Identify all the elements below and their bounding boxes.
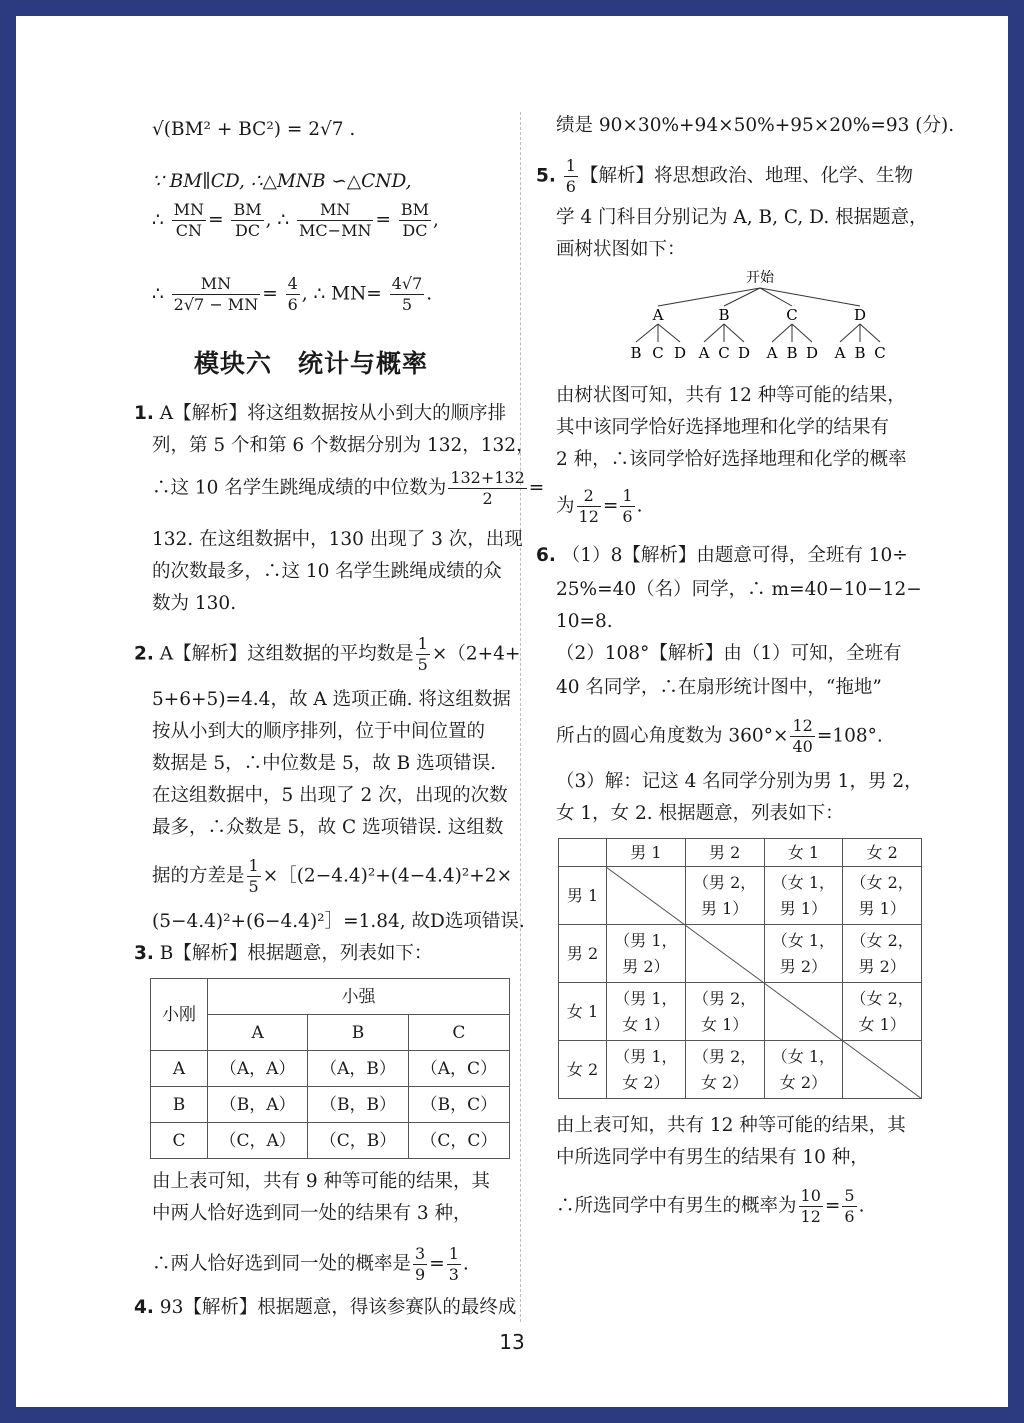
tree-node: C [786, 306, 798, 324]
tree-leaf: B [786, 344, 798, 362]
tree-leaf: A [698, 344, 710, 362]
table-cell: （男 1，女 2） [607, 1041, 686, 1099]
text-line: 最多，∴众数是 5，故 C 选项错误. 这组数 [152, 817, 504, 838]
row-header: A [151, 1051, 208, 1087]
table-cell: （A，C） [408, 1051, 509, 1087]
row-header: 男 2 [559, 925, 607, 983]
formula-line: ∴ $\frac{MN}{CN}$ = $\frac{BM}{DC}$ , ∴ $\frac{MN}{MC-MN}$ = $\frac{BM}{DC}$ , [152, 200, 439, 240]
tree-leaf: D [805, 344, 819, 362]
text-line: 40 名同学，∴在扇形统计图中，“拖地” [556, 677, 882, 698]
text-line: 列，第 5 个和第 6 个数据分别为 132，132， [152, 435, 535, 456]
text-line: 132. 在这组数据中，130 出现了 3 次，出现 [152, 529, 523, 550]
table-cell: （女 2，男 1） [843, 867, 922, 925]
tree-leaf: C [874, 344, 886, 362]
q3-table [150, 978, 510, 1159]
table-corner [559, 839, 607, 867]
row-header: 男 1 [559, 867, 607, 925]
tree-leaf: C [718, 344, 730, 362]
table-cell: （男 2，女 2） [685, 1041, 764, 1099]
table-col-header: A [208, 1015, 308, 1051]
text-line: 10=8. [556, 611, 613, 632]
table-cell: （女 1，男 1） [764, 867, 843, 925]
table-cell: （女 1，女 2） [764, 1041, 843, 1099]
formula-line: 所占的圆心角度数为 360°× $\frac{12}{40}$ =108°. [556, 716, 883, 756]
question-2: 2. A【解析】这组数据的平均数是 $\frac{1}{5}$ ×（2+4+ [134, 634, 521, 674]
text-line: 中所选同学中有男生的结果有 10 种， [556, 1147, 869, 1168]
text-line: 数据是 5，∴中位数是 5，故 B 选项错误. [152, 753, 497, 774]
table-cell: （A，B） [308, 1051, 409, 1087]
text-line: 5+6+5)=4.4，故 A 选项正确. 将这组数据 [152, 689, 511, 710]
text-line: （3）解：记这 4 名同学分别为男 1，男 2， [556, 771, 923, 792]
text-line: 女 1，女 2. 根据题意，列表如下： [556, 803, 844, 824]
table-col-header: B [308, 1015, 409, 1051]
table-cell: （B，B） [308, 1087, 409, 1123]
table-cell: （男 2，男 1） [685, 867, 764, 925]
tree-node: D [853, 306, 867, 324]
table-row [151, 1051, 510, 1087]
tree-leaf: B [854, 344, 866, 362]
table-col-header: C [408, 1015, 509, 1051]
tree-diagram [596, 266, 936, 366]
column-divider [520, 112, 521, 1322]
row-header: 女 1 [559, 983, 607, 1041]
table-header: 小强 [208, 979, 510, 1015]
table-cell: （B，C） [408, 1087, 509, 1123]
formula-line: ∴ $\frac{MN}{2√7 - MN}$ = $\frac{4}{6}$ , ∴ MN= $\frac{4√7}{5}$ . [152, 274, 433, 314]
table-cell: （女 2，男 2） [843, 925, 922, 983]
text-line: 由上表可知，共有 9 种等可能的结果，其 [152, 1171, 491, 1192]
table-cell: （C，C） [408, 1123, 509, 1159]
table-row [151, 1123, 510, 1159]
tree-leaf: D [673, 344, 687, 362]
tree-leaf: C [652, 344, 664, 362]
text-line: 数为 130. [152, 593, 237, 614]
formula-line: 为 $\frac{2}{12}$ = $\frac{1}{6}$ . [556, 486, 643, 526]
text-line: 在这组数据中，5 出现了 2 次，出现的次数 [152, 785, 508, 806]
text-line: 按从小到大的顺序排列，位于中间位置的 [152, 721, 486, 742]
formula-line: ∴两人恰好选到同一处的概率是 $\frac{3}{9}$ = $\frac{1}{3}$ . [152, 1244, 469, 1284]
document-page [16, 16, 1008, 1407]
table-diagonal [606, 867, 922, 1099]
tree-root: 开始 [746, 270, 774, 286]
row-header: B [151, 1087, 208, 1123]
table-col-header: 男 1 [607, 839, 686, 867]
text-line: 中两人恰好选到同一处的结果有 3 种， [152, 1203, 472, 1224]
table-col-header: 男 2 [685, 839, 764, 867]
text-line: 25%=40（名）同学，∴ m=40−10−12− [556, 579, 922, 600]
text-line: ∵ BM∥CD, ∴△MNB ∽△CND, [152, 171, 412, 192]
tree-leaf: B [630, 344, 642, 362]
table-cell: （女 1，男 2） [764, 925, 843, 983]
tree-leaf: A [834, 344, 846, 362]
table-cell: （男 1，女 1） [607, 983, 686, 1041]
table-cell: （A，A） [208, 1051, 308, 1087]
text-line: 2 种，∴该同学恰好选择地理和化学的概率 [556, 449, 907, 470]
text-line: 绩是 90×30%+94×50%+95×20%=93 (分). [556, 115, 955, 136]
text-line: 由树状图可知，共有 12 种等可能的结果， [556, 385, 906, 406]
tree-leaf: A [766, 344, 778, 362]
text-line: 画树状图如下： [556, 239, 686, 260]
question-3: 3. B【解析】根据题意，列表如下： [134, 943, 433, 964]
tree-node: A [652, 306, 664, 324]
table-cell: （男 1，男 2） [607, 925, 686, 983]
question-1: 1. A【解析】将这组数据按从小到大的顺序排 [134, 403, 507, 424]
tree-node: B [718, 306, 730, 324]
formula-line: ∴所选同学中有男生的概率为 $\frac{10}{12}$ = $\frac{5}{6}$ . [556, 1186, 865, 1226]
question-6: 6. （1）8【解析】由题意可得，全班有 10÷ [536, 545, 908, 566]
text-line: 的次数最多，∴这 10 名学生跳绳成绩的众 [152, 561, 502, 582]
text-line: (5−4.4)²+(6−4.4)²］=1.84, 故D选项错误. [152, 911, 525, 932]
page-number: 13 [499, 1330, 525, 1354]
text-line: 由上表可知，共有 12 种等可能的结果，其 [556, 1115, 906, 1136]
table-corner: 小刚 [151, 979, 208, 1051]
text-line: （2）108°【解析】由（1）可知，全班有 [556, 643, 902, 664]
table-cell: （女 2，女 1） [843, 983, 922, 1041]
question-5: 5. $\frac{1}{6}$ 【解析】将思想政治、地理、化学、生物 [536, 156, 913, 196]
table-cell: （男 2，女 1） [685, 983, 764, 1041]
table-cell: （C，B） [308, 1123, 409, 1159]
row-header: C [151, 1123, 208, 1159]
question-4: 4. 93【解析】根据题意，得该参赛队的最终成 [134, 1297, 517, 1318]
text-line: 学 4 门科目分别记为 A, B, C, D. 根据题意， [556, 207, 928, 228]
text-line: 其中该同学恰好选择地理和化学的结果有 [556, 417, 890, 438]
table-cell: （C，A） [208, 1123, 308, 1159]
table-col-header: 女 1 [764, 839, 843, 867]
section-heading: 模块六 统计与概率 [194, 349, 429, 378]
text-line: √(BM² + BC²) = 2√7 . [152, 119, 356, 140]
formula-line: ∴这 10 名学生跳绳成绩的中位数为 $\frac{132+132}{2}$ = [152, 468, 545, 508]
table-col-header: 女 2 [843, 839, 922, 867]
table-cell: （B，A） [208, 1087, 308, 1123]
formula-line: 据的方差是 $\frac{1}{5}$ ×［(2−4.4)²+(4−4.4)²+2× [152, 856, 513, 896]
table-row [151, 1087, 510, 1123]
tree-leaf: D [737, 344, 751, 362]
row-header: 女 2 [559, 1041, 607, 1099]
